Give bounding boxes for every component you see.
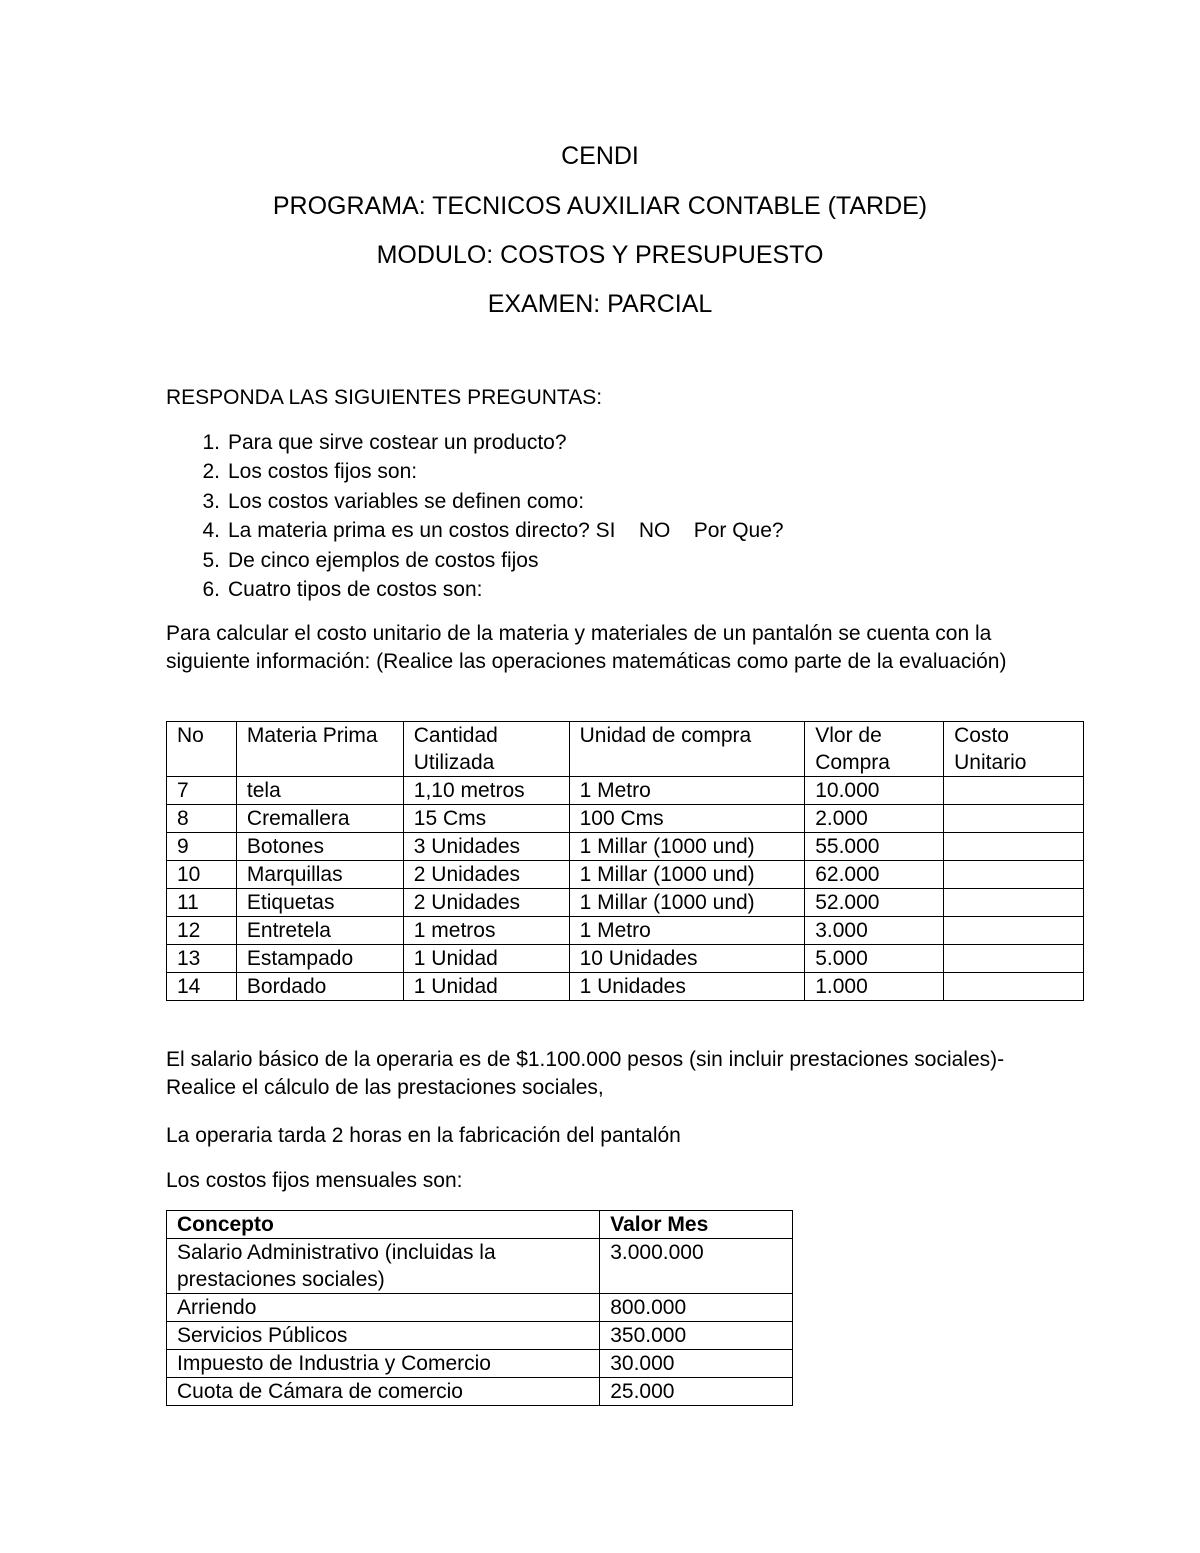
question-text: Los costos variables se definen como: [228,489,585,513]
table-cell: Marquillas [236,861,403,889]
table-header-row [167,1211,793,1239]
header-cell: Cantidad Utilizada [403,722,569,777]
question-list [166,428,784,604]
table-cell: 12 [167,917,237,945]
instructions: RESPONDA LAS SIGUIENTES PREGUNTAS: [166,386,603,409]
question-text: Para que sirve costear un producto? [228,431,567,454]
time-paragraph: La operaria tarda 2 horas en la fabricación del pantalón [166,1124,681,1147]
question-number: 1. [202,431,220,454]
table-cell: 1.000 [805,973,944,1001]
question-item [166,546,784,575]
table-cell: Cremallera [236,805,403,833]
table-cell: 9 [167,833,237,861]
table-header-row [167,722,1084,777]
table-cell: 30.000 [600,1350,793,1378]
question-number: 2. [202,460,220,484]
table-cell: 10.000 [805,777,944,805]
table-cell: 3 Unidades [403,833,569,861]
table-cell: 2 Unidades [403,861,569,889]
table-row [167,1350,793,1378]
header-cell: Concepto [167,1211,600,1239]
header-module: MODULO: COSTOS Y PRESUPUESTO [376,241,824,269]
question-number: 3. [202,489,220,513]
table-cell: 10 Unidades [569,945,805,973]
table-cell: 1 Millar (1000 und) [569,833,805,861]
table-cell [944,889,1084,917]
table-cell: Entretela [236,917,403,945]
table-cell: Estampado [236,945,403,973]
header-program: PROGRAMA: TECNICOS AUXILIAR CONTABLE (TARDE) [272,192,928,220]
table-cell: 1 Unidades [569,973,805,1001]
table-cell: 25.000 [600,1378,793,1406]
table-cell [944,777,1084,805]
table-cell: 100 Cms [569,805,805,833]
table-cell: 2 Unidades [403,889,569,917]
question-item [166,428,784,457]
table-cell: 1 Unidad [403,945,569,973]
table-row [167,1322,793,1350]
table-cell: Botones [236,833,403,861]
fixed-costs-intro: Los costos fijos mensuales son: [166,1169,463,1192]
question-item [166,487,784,516]
table-row [167,1239,793,1294]
table-cell: 1 Metro [569,917,805,945]
table-cell [944,861,1084,889]
fixed-costs-table [166,1210,793,1406]
table-cell: 3.000.000 [600,1239,793,1294]
question-text: La materia prima es un costos directo? SI NO Por Que? [228,519,784,543]
table-cell: 2.000 [805,805,944,833]
table-cell [944,833,1084,861]
table-cell: Bordado [236,973,403,1001]
table-cell: 350.000 [600,1322,793,1350]
table-cell: 55.000 [805,833,944,861]
table-row [167,1294,793,1322]
salary-paragraph: El salario básico de la operaria es de $1.100.000 pesos (sin incluir prestaciones sociales)- Realice el cálculo de las prestaciones sociales, [166,1048,1005,1099]
materials-table [166,721,1084,1001]
question-item [166,575,784,604]
header-cell: Costo Unitario [944,722,1084,777]
table-cell: 800.000 [600,1294,793,1322]
table-cell: Cuota de Cámara de comercio [167,1378,600,1406]
question-item [166,457,784,486]
question-item [166,516,784,545]
table-row [167,833,1084,861]
table-cell: 7 [167,777,237,805]
intro-paragraph: Para calcular el costo unitario de la materia y materiales de un pantalón se cuenta con la siguiente información: (Realice las operaciones matemáticas como parte de la evaluación) [166,622,1007,673]
header-cell: Materia Prima [236,722,403,777]
table-cell: 3.000 [805,917,944,945]
header-cell: Valor Mes [600,1211,793,1239]
table-cell [944,973,1084,1001]
table-cell: Impuesto de Industria y Comercio [167,1350,600,1378]
table-cell: Etiquetas [236,889,403,917]
header-cell: No [167,722,237,777]
table-cell [944,917,1084,945]
question-text: Cuatro tipos de costos son: [228,577,483,601]
table-cell: 1 metros [403,917,569,945]
table-row [167,777,1084,805]
table-cell: 8 [167,805,237,833]
table-cell: 62.000 [805,861,944,889]
header-exam: EXAMEN: PARCIAL [487,290,713,318]
table-cell: Arriendo [167,1294,600,1322]
table-cell: 5.000 [805,945,944,973]
header-institution: CENDI [561,142,639,170]
table-cell: Servicios Públicos [167,1322,600,1350]
table-row [167,805,1084,833]
table-row [167,945,1084,973]
header-cell: Vlor de Compra [805,722,944,777]
table-cell: 10 [167,861,237,889]
question-number: 4. [202,519,220,543]
table-cell: 11 [167,889,237,917]
table-cell: 15 Cms [403,805,569,833]
question-number: 5. [202,548,220,572]
table-cell [944,805,1084,833]
table-row [167,1378,793,1406]
question-text: De cinco ejemplos de costos fijos [228,548,539,572]
table-cell: 1 Millar (1000 und) [569,889,805,917]
question-text: Los costos fijos son: [228,460,418,484]
table-cell: 1 Millar (1000 und) [569,861,805,889]
table-row [167,973,1084,1001]
question-number: 6. [202,577,220,601]
table-cell: 52.000 [805,889,944,917]
table-cell: tela [236,777,403,805]
table-row [167,889,1084,917]
table-cell [944,945,1084,973]
table-cell: 14 [167,973,237,1001]
table-cell: Salario Administrativo (incluidas la prestaciones sociales) [167,1239,600,1294]
header-cell: Unidad de compra [569,722,805,777]
table-cell: 1 Metro [569,777,805,805]
table-cell: 13 [167,945,237,973]
table-row [167,861,1084,889]
table-cell: 1 Unidad [403,973,569,1001]
table-row [167,917,1084,945]
table-cell: 1,10 metros [403,777,569,805]
